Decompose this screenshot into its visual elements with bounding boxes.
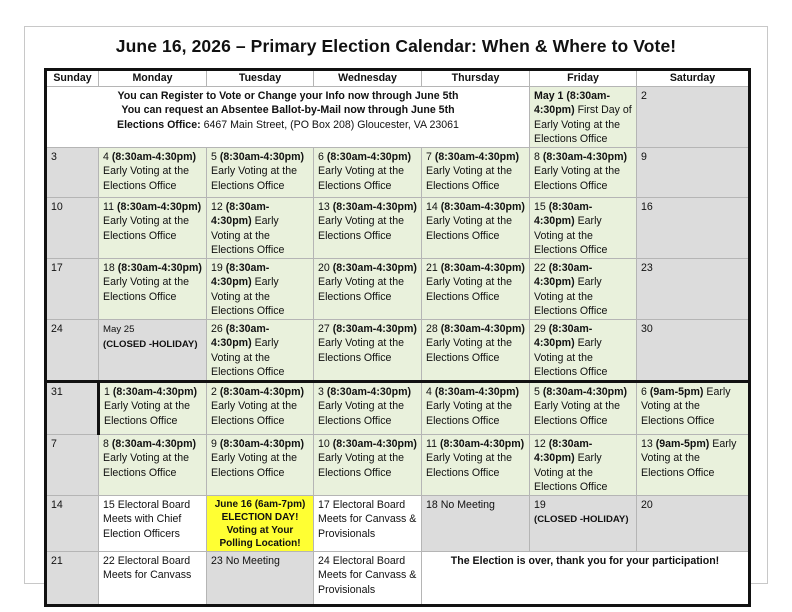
day-cell: 7 (8:30am-4:30pm) Early Voting at the Elections Office bbox=[422, 147, 530, 197]
day-cell: 10 bbox=[46, 197, 99, 258]
week-row bbox=[46, 495, 750, 551]
day-cell: 23 bbox=[637, 258, 750, 319]
day-cell: 12 (8:30am-4:30pm) Early Voting at the Elections Office bbox=[207, 197, 314, 258]
week-row bbox=[46, 197, 750, 258]
day-cell: 6 (9am-5pm) Early Voting at the Elections Office bbox=[637, 381, 750, 434]
day-cell: 29 (8:30am-4:30pm) Early Voting at the Elections Office bbox=[530, 319, 637, 381]
week-row bbox=[46, 319, 750, 381]
day-cell: 17 bbox=[46, 258, 99, 319]
day-cell: 6 (8:30am-4:30pm) Early Voting at the Elections Office bbox=[314, 147, 422, 197]
day-cell: 21 bbox=[46, 551, 99, 605]
day-cell: 16 bbox=[637, 197, 750, 258]
day-cell-canvass: 24 Electoral Board Meets for Canvass & Provisionals bbox=[314, 551, 422, 605]
day-cell: 22 (8:30am-4:30pm) Early Voting at the Elections Office bbox=[530, 258, 637, 319]
day-cell: 30 bbox=[637, 319, 750, 381]
week-row bbox=[46, 551, 750, 605]
day-cell: 1 (8:30am-4:30pm) Early Voting at the Elections Office bbox=[99, 381, 207, 434]
day-cell: 2 (8:30am-4:30pm) Early Voting at the Elections Office bbox=[207, 381, 314, 434]
day-cell: 3 (8:30am-4:30pm) Early Voting at the Elections Office bbox=[314, 381, 422, 434]
election-calendar bbox=[44, 68, 751, 607]
day-cell: 28 (8:30am-4:30pm) Early Voting at the Elections Office bbox=[422, 319, 530, 381]
day-cell: 8 (8:30am-4:30pm) Early Voting at the Elections Office bbox=[530, 147, 637, 197]
day-cell: 13 (9am-5pm) Early Voting at the Elections Office bbox=[637, 434, 750, 495]
day-cell: 20 (8:30am-4:30pm) Early Voting at the Elections Office bbox=[314, 258, 422, 319]
header-friday: Friday bbox=[530, 70, 637, 87]
day-cell: 3 bbox=[46, 147, 99, 197]
day-cell: 21 (8:30am-4:30pm) Early Voting at the Elections Office bbox=[422, 258, 530, 319]
absentee-deadline-text: You can request an Absentee Ballot-by-Mail now through June 5th bbox=[121, 104, 455, 116]
day-cell: 26 (8:30am-4:30pm) Early Voting at the Elections Office bbox=[207, 319, 314, 381]
header-monday: Monday bbox=[99, 70, 207, 87]
day-cell: 11 (8:30am-4:30pm) Early Voting at the Elections Office bbox=[422, 434, 530, 495]
day-cell: 10 (8:30am-4:30pm) Early Voting at the Elections Office bbox=[314, 434, 422, 495]
register-deadline-text: You can Register to Vote or Change your Info now through June 5th bbox=[117, 89, 459, 102]
day-cell: 11 (8:30am-4:30pm) Early Voting at the Elections Office bbox=[99, 197, 207, 258]
day-cell: 15 (8:30am-4:30pm) Early Voting at the Elections Office bbox=[530, 197, 637, 258]
day-cell: 9 bbox=[637, 147, 750, 197]
day-cell-june-19-holiday: 19 (CLOSED -HOLIDAY) bbox=[530, 495, 637, 551]
day-cell: 14 (8:30am-4:30pm) Early Voting at the Elections Office bbox=[422, 197, 530, 258]
day-cell: 20 bbox=[637, 495, 750, 551]
day-cell: 31 bbox=[46, 381, 99, 434]
day-cell: 5 (8:30am-4:30pm) Early Voting at the Elections Office bbox=[530, 381, 637, 434]
day-cell: 24 bbox=[46, 319, 99, 381]
header-tuesday: Tuesday bbox=[207, 70, 314, 87]
week-row bbox=[46, 381, 750, 434]
day-cell: 12 (8:30am-4:30pm) Early Voting at the Elections Office bbox=[530, 434, 637, 495]
week-row bbox=[46, 258, 750, 319]
day-cell-may-2: 2 bbox=[637, 86, 750, 147]
header-wednesday: Wednesday bbox=[314, 70, 422, 87]
day-cell: 4 (8:30am-4:30pm) Early Voting at the Elections Office bbox=[422, 381, 530, 434]
day-cell-canvass: 22 Electoral Board Meets for Canvass bbox=[99, 551, 207, 605]
day-cell: 5 (8:30am-4:30pm) Early Voting at the Elections Office bbox=[207, 147, 314, 197]
day-cell-canvass: 17 Electoral Board Meets for Canvass & Provisionals bbox=[314, 495, 422, 551]
week-row bbox=[46, 147, 750, 197]
day-cell-may-1: May 1 (8:30am-4:30pm) First Day of Early Voting at the Elections Office bbox=[530, 86, 637, 147]
election-day-cell: June 16 (6am-7pm) ELECTION DAY! Voting at Your Polling Location! bbox=[207, 495, 314, 551]
day-cell: 18 (8:30am-4:30pm) Early Voting at the Elections Office bbox=[99, 258, 207, 319]
header-thursday: Thursday bbox=[422, 70, 530, 87]
week-row bbox=[46, 434, 750, 495]
day-cell: 19 (8:30am-4:30pm) Early Voting at the Elections Office bbox=[207, 258, 314, 319]
day-cell-may-25-holiday: May 25 (CLOSED -HOLIDAY) bbox=[99, 319, 207, 381]
header-saturday: Saturday bbox=[637, 70, 750, 87]
day-cell-no-meeting: 23 No Meeting bbox=[207, 551, 314, 605]
day-cell: 14 bbox=[46, 495, 99, 551]
day-cell-electoral-board: 15 Electoral Board Meets with Chief Election Officers bbox=[99, 495, 207, 551]
page-title: June 16, 2026 – Primary Election Calendar: When & Where to Vote! bbox=[115, 36, 677, 56]
info-banner bbox=[46, 86, 530, 147]
day-cell: 8 (8:30am-4:30pm) Early Voting at the Elections Office bbox=[99, 434, 207, 495]
day-cell: 13 (8:30am-4:30pm) Early Voting at the Elections Office bbox=[314, 197, 422, 258]
day-cell: 4 (8:30am-4:30pm) Early Voting at the Elections Office bbox=[99, 147, 207, 197]
day-cell: 7 bbox=[46, 434, 99, 495]
day-cell: 9 (8:30am-4:30pm) Early Voting at the Elections Office bbox=[207, 434, 314, 495]
election-over-message: The Election is over, thank you for your participation! bbox=[422, 551, 750, 605]
header-sunday: Sunday bbox=[46, 70, 99, 87]
elections-office-address: Elections Office: 6467 Main Street, (PO Box 208) Gloucester, VA 23061 bbox=[117, 118, 459, 131]
day-cell-no-meeting: 18 No Meeting bbox=[422, 495, 530, 551]
day-cell: 27 (8:30am-4:30pm) Early Voting at the Elections Office bbox=[314, 319, 422, 381]
